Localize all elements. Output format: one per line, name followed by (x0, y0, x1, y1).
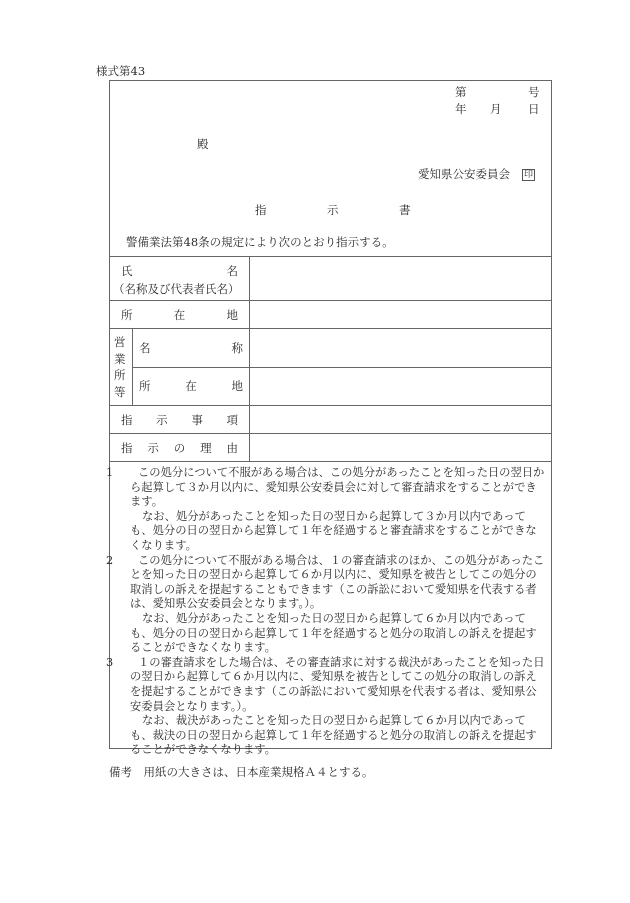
date-year: 年 (455, 102, 467, 116)
note-number: 3 (106, 655, 114, 669)
note-text: この処分について不服がある場合は、１の審査請求のほか、この処分があったことを知った日の翌日から起算して６か月以内に、愛知県を被告としてこの処分の取消しの訴えを提起することもできます（この訴訟において愛知県を代表する者は、愛知県公安委員会となります。）。 (130, 553, 545, 611)
office-name-value[interactable] (252, 330, 550, 365)
seal-mark: 印 (524, 170, 534, 180)
appeal-notes (106, 466, 546, 758)
instruction-reason-label: 指 示 の 理 由 (121, 441, 238, 455)
note-sub-text: なお、裁決があったことを知った日の翌日から起算して６か月以内であっても、裁決の日の翌日から起算して１年を経過すると処分の取消しの訴えを提起することができなくなります。 (130, 714, 537, 757)
remark: 備考 用紙の大きさは、日本産業規格Ａ４とする。 (109, 765, 374, 779)
name-value[interactable] (252, 258, 550, 298)
row-divider (132, 367, 552, 368)
number-suffix: 号 (528, 85, 540, 99)
note-number: 2 (106, 553, 114, 567)
row-divider (109, 300, 552, 301)
intro-text: 警備業法第48条の規定により次のとおり指示する。 (126, 235, 394, 249)
row-divider (109, 461, 552, 462)
office-address-value[interactable] (252, 369, 550, 403)
date-day: 日 (528, 102, 540, 116)
row-divider (109, 433, 552, 434)
title-char-3: 書 (399, 203, 411, 217)
instruction-items-label: 指 示 事 項 (121, 413, 238, 427)
number-prefix: 第 (455, 85, 467, 99)
form-number: 様式第43 (96, 64, 146, 78)
address-label: 所 在 地 (121, 308, 238, 322)
column-divider (132, 328, 133, 405)
note-number: 1 (106, 466, 114, 479)
note-item (106, 466, 546, 554)
note-text: この処分について不服がある場合は、この処分があったことを知った日の翌日から起算して３か月以内に、愛知県公安委員会に対して審査請求をすることができます。 (130, 466, 545, 509)
name-label-sub: （名称及び代表者氏名） (113, 282, 240, 296)
note-item (106, 655, 546, 758)
note-text: １の審査請求をした場合は、その審査請求に対する裁決があったことを知った日の翌日から起算して６か月以内に、愛知県を被告としてこの処分の取消しの訴えを提起することができます（この訴訟において愛知県を代表する者は、愛知県公安委員会となります。）。 (130, 655, 545, 713)
note-sub-text: なお、処分があったことを知った日の翌日から起算して６か月以内であっても、処分の日の翌日から起算して１年を経過すると処分の取消しの訴えを提起することができなくなります。 (130, 611, 537, 655)
row-divider (109, 328, 552, 329)
title-char-1: 指 (255, 203, 267, 217)
instruction-reason-value[interactable] (252, 435, 550, 459)
row-divider (109, 256, 552, 257)
issuer (418, 166, 535, 182)
office-name-label: 名 称 (139, 341, 243, 355)
note-item (106, 553, 546, 656)
note-sub-text: なお、処分があったことを知った日の翌日から起算して３か月以内であっても、処分の日の翌日から起算して１年を経過すると審査請求をすることができなくなります。 (130, 509, 537, 552)
row-divider (109, 405, 552, 406)
address-value[interactable] (252, 302, 550, 326)
office-group-label: 営 業 所 等 (114, 335, 126, 399)
issuer-name: 愛知県公安委員会 (418, 167, 510, 181)
office-address-label: 所 在 地 (139, 379, 243, 393)
column-divider (249, 256, 250, 461)
instruction-items-value[interactable] (252, 407, 550, 431)
date-month: 月 (490, 102, 502, 116)
name-label: 氏 名 (121, 264, 238, 278)
title-char-2: 示 (327, 203, 339, 217)
addressee-suffix: 殿 (197, 137, 209, 151)
